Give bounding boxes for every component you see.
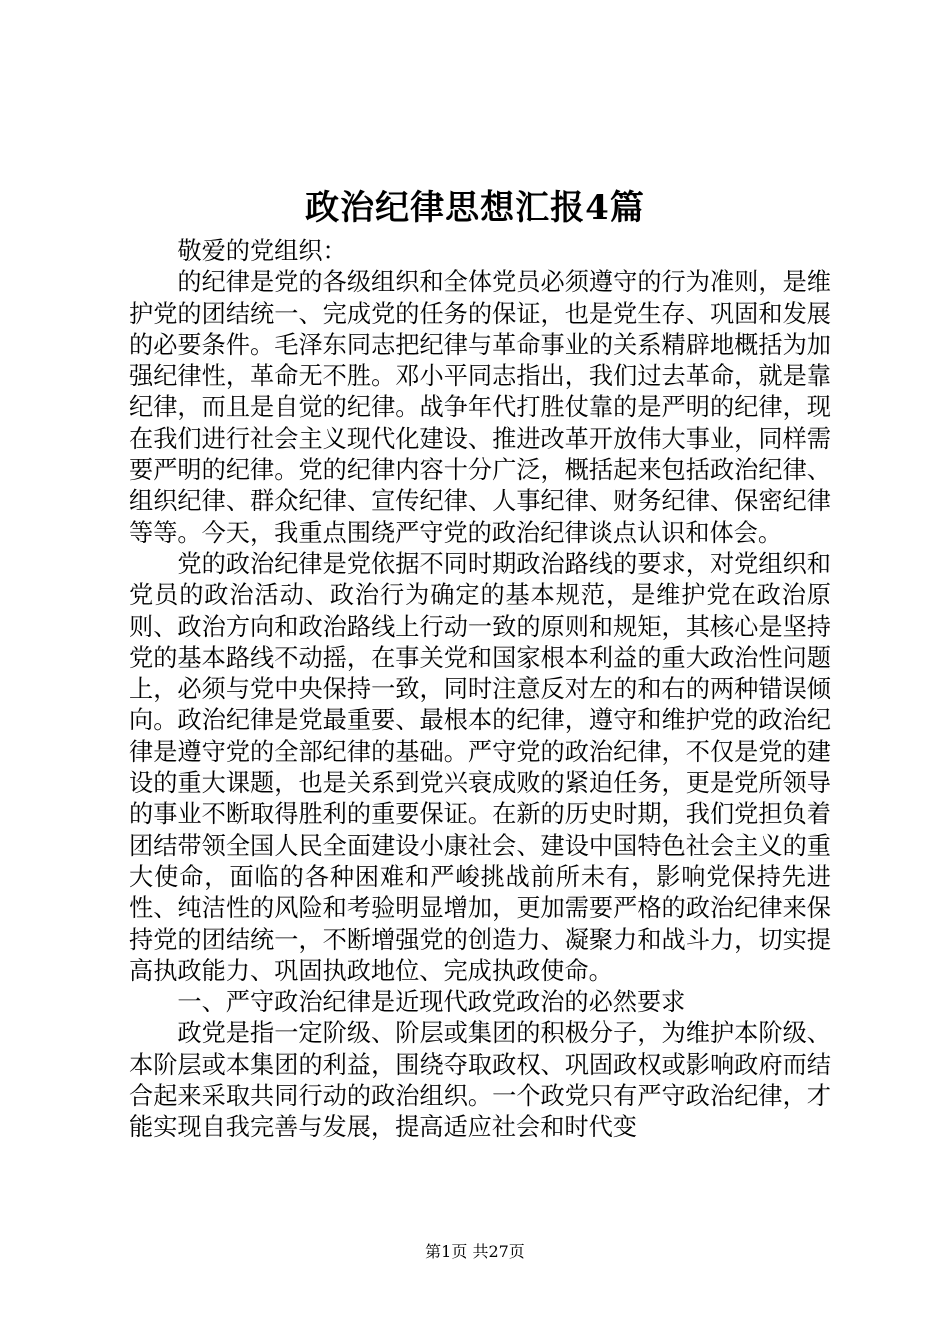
body-paragraph: 党的政治纪律是党依据不同时期政治路线的要求，对党组织和党员的政治活动、政治行为确定的基本规范，是维护党在政治原则、政治方向和政治路线上行动一致的原则和规矩，其核心是坚持党的基本路线不动摇，在事关党和国家根本利益的重大政治性问题上，必须与党中央保持一致，同时注意反对左的和右的两种错误倾向。政治纪律是党最重要、最根本的纪律，遵守和维护党的政治纪律是遵守党的全部纪律的基础。严守党的政治纪律，不仅是党的建设的重大课题，也是关系到党兴衰成败的紧迫任务，更是党所领导的事业不断取得胜利的重要保证。在新的历史时期，我们党担负着团结带领全国人民全面建设小康社会、建设中国特色社会主义的重大使命，面临的各种困难和严峻挑战前所未有，影响党保持先进性、纯洁性的风险和考验明显增加，更加需要严格的政治纪律来保持党的团结统一，不断增强党的创造力、凝聚力和战斗力，切实提高执政能力、巩固执政地位、完成执政使命。	[129, 549, 831, 985]
document-body	[129, 236, 831, 1144]
body-paragraph: 的纪律是党的各级组织和全体党员必须遵守的行为准则，是维护党的团结统一、完成党的任务的保证，也是党生存、巩固和发展的必要条件。毛泽东同志把纪律与革命事业的关系精辟地概括为加强纪律性，革命无不胜。邓小平同志指出，我们过去革命，就是靠纪律，而且是自觉的纪律。战争年代打胜仗靠的是严明的纪律，现在我们进行社会主义现代化建设、推进改革开放伟大事业，同样需要严明的纪律。党的纪律内容十分广泛，概括起来包括政治纪律、组织纪律、群众纪律、宣传纪律、人事纪律、财务纪律、保密纪律等等。今天，我重点围绕严守党的政治纪律谈点认识和体会。	[129, 268, 831, 547]
body-paragraph: 政党是指一定阶级、阶层或集团的积极分子，为维护本阶级、本阶层或本集团的利益，围绕夺取政权、巩固政权或影响政府而结合起来采取共同行动的政治组织。一个政党只有严守政治纪律，才能实现自我完善与发展，提高适应社会和时代变	[129, 1019, 831, 1142]
salutation: 敬爱的党组织：	[177, 237, 347, 265]
section-heading: 一、严守政治纪律是近现代政党政治的必然要求	[177, 988, 686, 1017]
page-footer: 第1页 共27页	[425, 1242, 525, 1261]
document-title: 政治纪律思想汇报4篇	[305, 188, 645, 228]
